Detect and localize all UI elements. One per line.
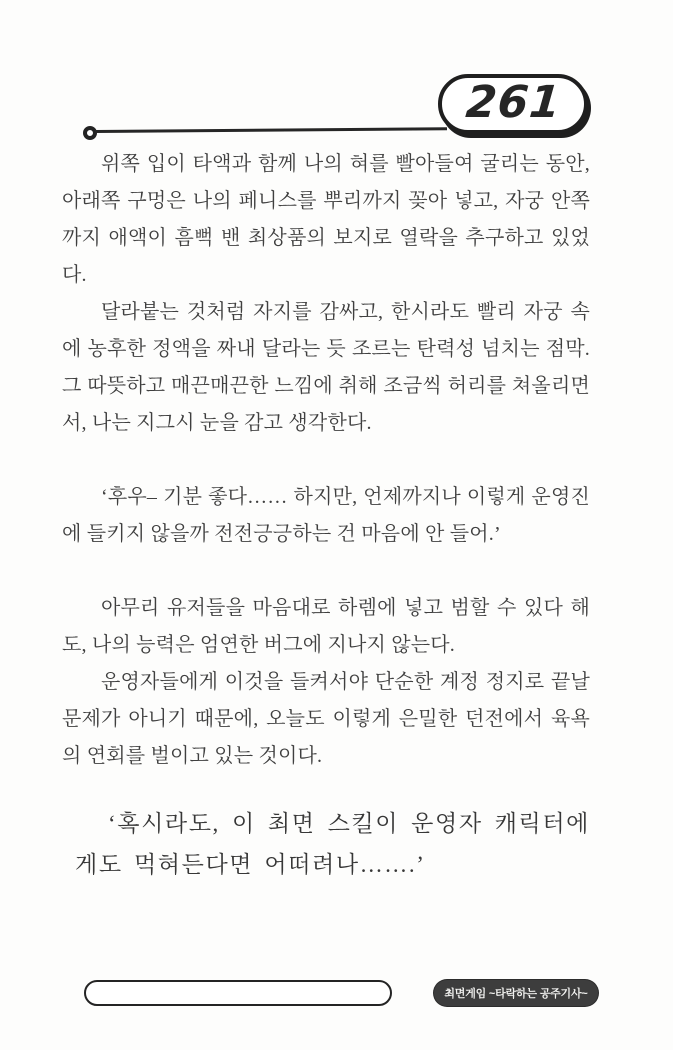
novel-text-block xyxy=(62,146,590,885)
inner-monologue-quote-2-emphasized: ‘혹시라도, 이 최면 스킬이 운영자 캐릭터에게도 먹혀든다면 어떠려나…….’ xyxy=(75,811,590,877)
paragraph-3: 아무리 유저들을 마음대로 하렘에 넣고 범할 수 있다 해도, 나의 능력은 엄연한 버그에 지나지 않는다. xyxy=(62,597,590,656)
footer-title-box xyxy=(84,980,392,1006)
series-title: 최면게임 ~타락하는 공주기사~ xyxy=(444,988,588,1000)
series-title-badge xyxy=(434,980,598,1006)
paragraph-2: 달라붙는 것처럼 자지를 감싸고, 한시라도 빨리 자궁 속에 농후한 정액을 짜내 달라는 듯 조르는 탄력성 넘치는 점막. 그 따뜻하고 매끈매끈한 느낌에 취해 조금씩 허리를 쳐올리면서, 나는 지그시 눈을 감고 생각한다. xyxy=(62,301,590,434)
paragraph-1: 위쪽 입이 타액과 함께 나의 혀를 빨아들여 굴리는 동안, 아래쪽 구멍은 나의 페니스를 뿌리까지 꽂아 넣고, 자궁 안쪽까지 애액이 흠뻑 밴 최상품의 보지로 열락을 추구하고 있었다. xyxy=(62,153,590,286)
header-rule xyxy=(95,127,447,133)
page-number-badge xyxy=(438,74,588,134)
inner-monologue-quote-1: ‘후우– 기분 좋다…… 하지만, 언제까지나 이렇게 운영진에 들키지 않을까 전전긍긍하는 건 마음에 안 들어.’ xyxy=(62,486,590,545)
paragraph-4: 운영자들에게 이것을 들켜서야 단순한 계정 정지로 끝날 문제가 아니기 때문에, 오늘도 이렇게 은밀한 던전에서 육욕의 연회를 벌이고 있는 것이다. xyxy=(62,671,590,767)
page-number: 261 xyxy=(463,77,563,128)
